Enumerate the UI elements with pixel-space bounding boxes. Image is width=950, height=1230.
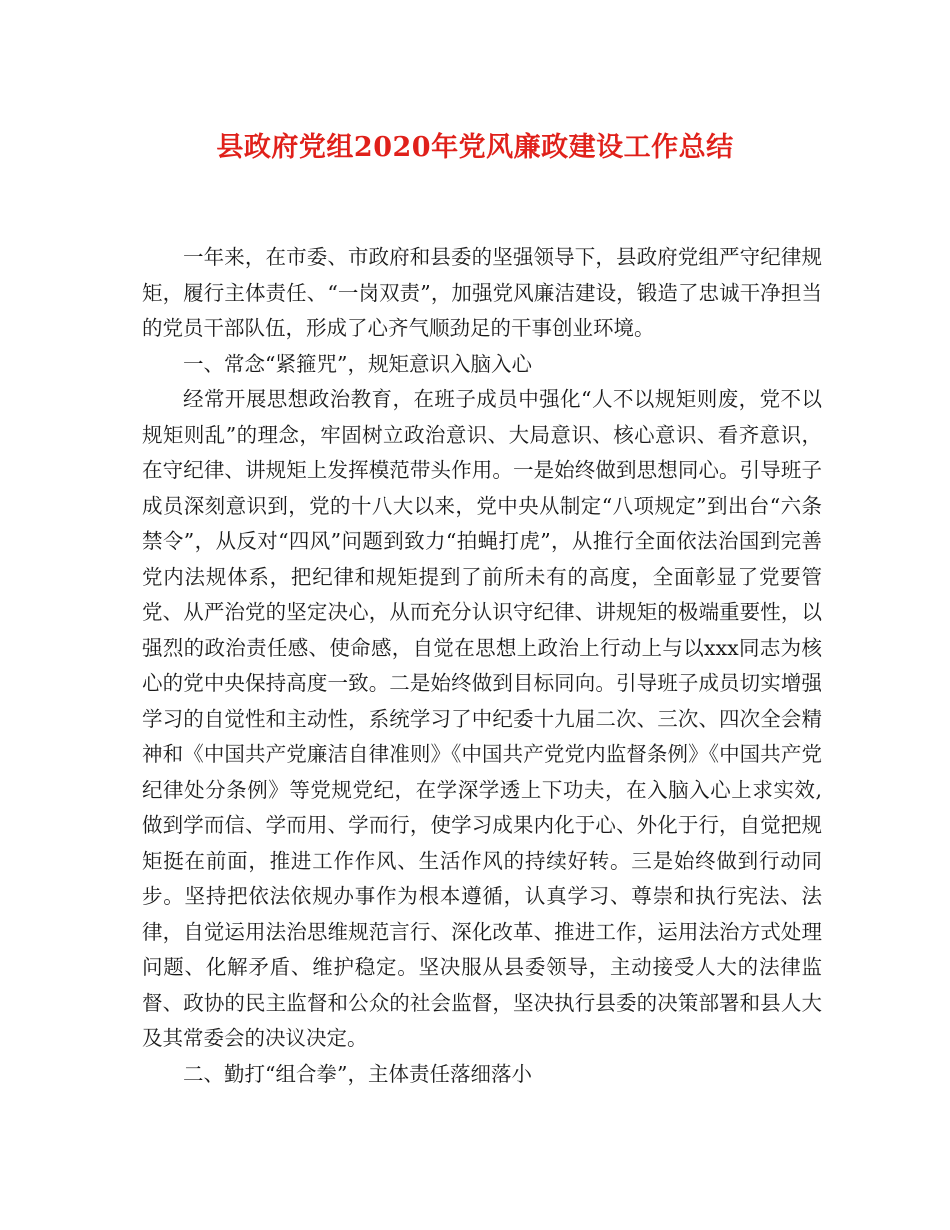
paragraph-section-1: 经常开展思想政治教育，在班子成员中强化“人不以规矩则废，党不以规矩则乱”的理念，牢固树立政治意识、大局意识、核心意识、看齐意识，在守纪律、讲规矩上发挥模范带头作用。一是始终做到思想同心。引导班子成员深刻意识到，党的十八大以来，党中央从制定“八项规定”到出台“六条禁令”，从反对“四风”问题到致力“拍蝇打虎”，从推行全面依法治国到完善党内法规体系，把纪律和规矩提到了前所未有的高度，全面彰显了党要管党、从严治党的坚定决心，从而充分认识守纪律、讲规矩的极端重要性，以强烈的政治责任感、使命感，自觉在思想上政治上行动上与以xxx同志为核心的党中央保持高度一致。二是始终做到目标同向。引导班子成员切实增强学习的自觉性和主动性，系统学习了中纪委十九届二次、三次、四次全会精神和《中国共产党廉洁自律准则》《中国共产党党内监督条例》《中国共产党纪律处分条例》等党规党纪，在学深学透上下功夫，在入脑入心上求实效,做到学而信、学而用、学而行，使学习成果内化于心、外化于行，自觉把规矩挺在前面，推进工作作风、生活作风的持续好转。三是始终做到行动同步。坚持把依法依规办事作为根本遵循，认真学习、尊崇和执行宪法、法律，自觉运用法治思维规范言行、深化改革、推进工作，运用法治方式处理问题、化解矛盾、维护稳定。坚决服从县委领导，主动接受人大的法律监督、政协的民主监督和公众的社会监督，坚决执行县委的决策部署和县人大及其常委会的决议决定。: [142, 387, 822, 1050]
paragraph-intro: 一年来，在市委、市政府和县委的坚强领导下，县政府党组严守纪律规矩，履行主体责任、“一岗双责”，加强党风廉洁建设，锻造了忠诚干净担当的党员干部队伍，形成了心齐气顺劲足的干事创业环境。: [142, 245, 822, 340]
section-heading-1: 一、常念“紧箍咒”，规矩意识入脑入心: [183, 351, 532, 376]
document-title: 县政府党组2020年党风廉政建设工作总结: [216, 132, 734, 163]
document-body: [142, 240, 822, 1092]
section-heading-2: 二、勤打“组合拳”，主体责任落细落小: [183, 1061, 532, 1086]
